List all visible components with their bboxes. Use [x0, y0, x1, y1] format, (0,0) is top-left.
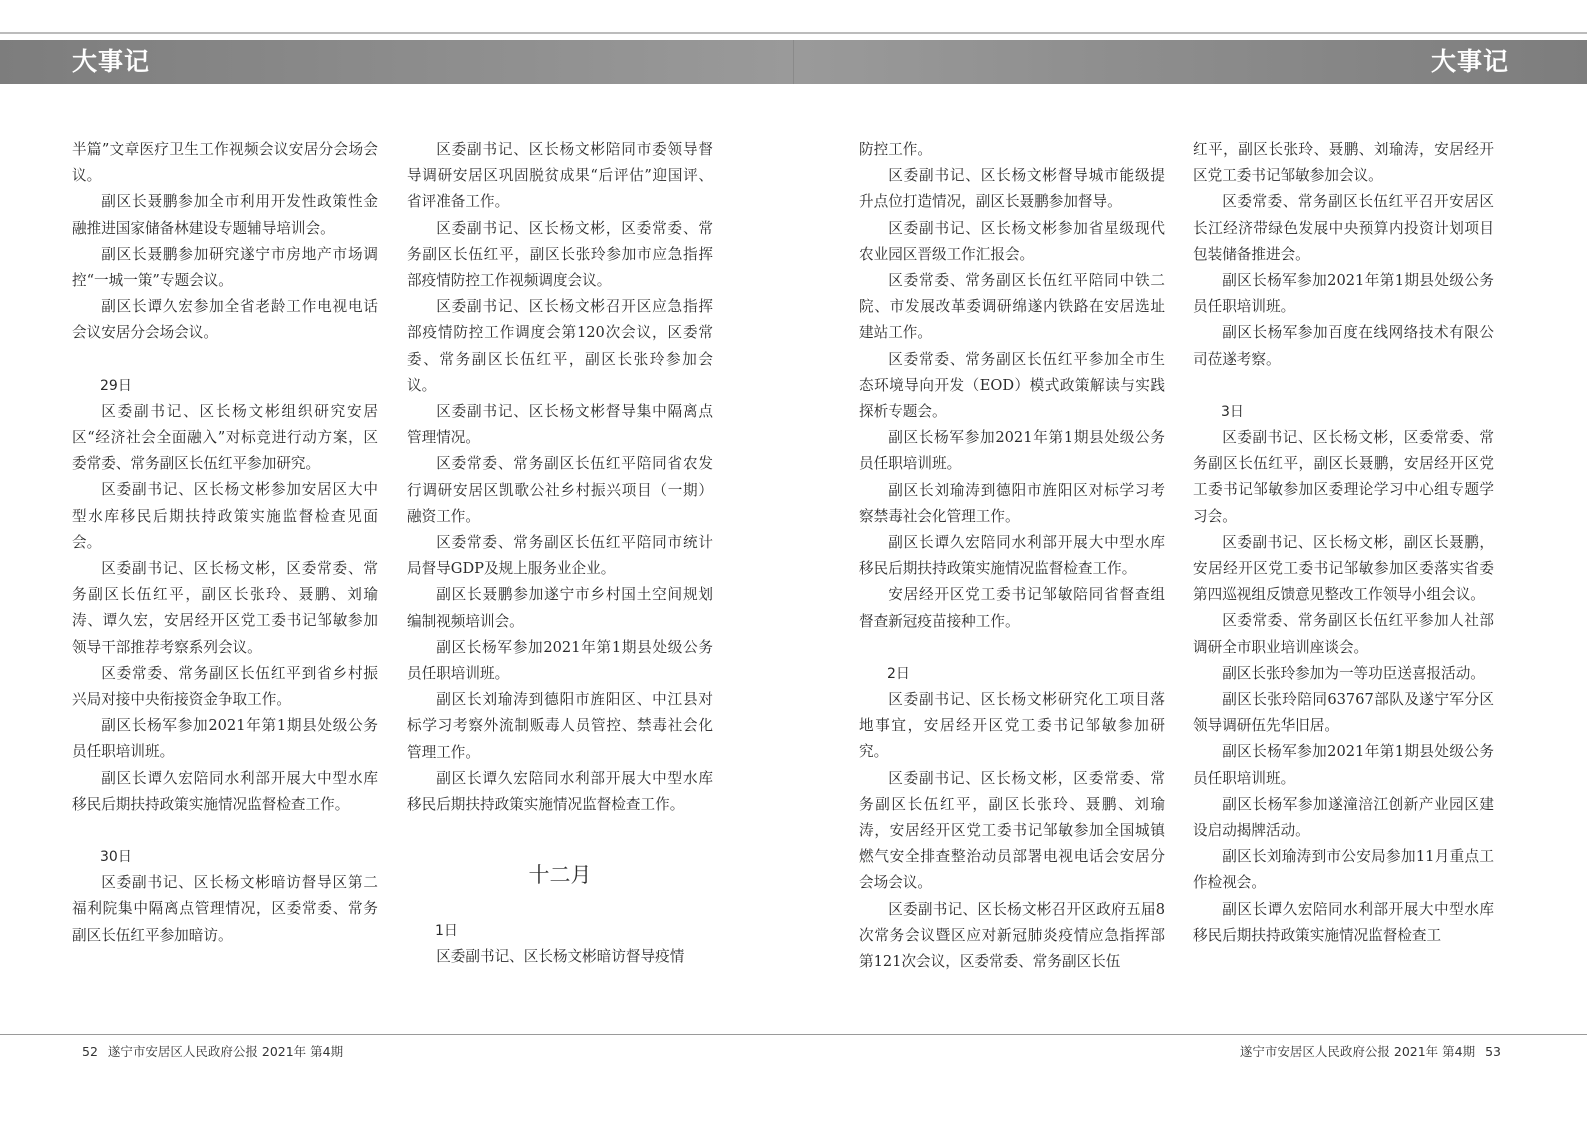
event-paragraph: 副区长谭久宏陪同水利部开展大中型水库移民后期扶持政策实施情况监督检查工作。 [72, 769, 378, 813]
page-number-left: 52 [82, 1044, 98, 1059]
event-paragraph: 区委副书记、区长杨文彬陪同市委领导督导调研安居区巩固脱贫成果“后评估”迎国评、省评准备工作。 [407, 141, 713, 211]
date-heading: 29日 [100, 377, 132, 394]
footer-right [1240, 1042, 1507, 1060]
event-paragraph: 区委副书记、区长杨文彬，副区长聂鹏，安居经开区党工委书记邹敏参加区委落实省委第四巡视组反馈意见整改工作领导小组会议。 [1193, 533, 1494, 604]
event-paragraph: 副区长谭久宏陪同水利部开展大中型水库移民后期扶持政策实施情况监督检查工作。 [859, 534, 1165, 578]
page-number-right: 53 [1485, 1044, 1501, 1059]
event-paragraph: 副区长杨军参加2021年第1期县处级公务员任职培训班。 [1193, 272, 1494, 316]
event-paragraph: 区委副书记、区长杨文彬暗访督导疫情 [436, 948, 685, 966]
footer-left [76, 1042, 343, 1060]
section-title-right: 大事记 [1430, 47, 1509, 76]
event-paragraph: 区委副书记、区长杨文彬召开区应急指挥部疫情防控工作调度会第120次会议，区委常委、常务副区长伍红平，副区长张玲参加会议。 [407, 298, 713, 394]
event-paragraph: 区委常委、常务副区长伍红平参加全市生态环境导向开发（EOD）模式政策解读与实践探析专题会。 [859, 350, 1165, 421]
event-paragraph: 区委常委、常务副区长伍红平召开安居区长江经济带绿色发展中央预算内投资计划项目包装储备推进会。 [1193, 193, 1494, 263]
event-paragraph: 副区长谭久宏陪同水利部开展大中型水库移民后期扶持政策实施情况监督检查工 [1193, 900, 1494, 944]
text-column-4 [1193, 137, 1494, 949]
event-paragraph: 区委副书记、区长杨文彬参加省星级现代农业园区晋级工作汇报会。 [859, 219, 1165, 263]
event-paragraph: 副区长聂鹏参加研究遂宁市房地产市场调控“一城一策”专题会议。 [72, 245, 378, 290]
event-paragraph: 区委副书记、区长杨文彬督导城市能级提升点位打造情况，副区长聂鹏参加督导。 [859, 167, 1165, 211]
event-paragraph: 副区长刘瑜涛到德阳市旌阳区对标学习考察禁毒社会化管理工作。 [859, 481, 1165, 525]
event-paragraph: 副区长杨军参加2021年第1期县处级公务员任职培训班。 [1193, 743, 1494, 787]
publication-info-left: 遂宁市安居区人民政府公报 2021年 第4期 [107, 1044, 344, 1059]
date-heading: 2日 [887, 665, 910, 682]
event-paragraph: 安居经开区党工委书记邹敏陪同省督查组督查新冠疫苗接种工作。 [859, 586, 1165, 630]
event-paragraph: 副区长张玲陪同63767部队及遂宁军分区领导调研伍先华旧居。 [1193, 691, 1494, 735]
continued-paragraph: 防控工作。 [859, 141, 932, 158]
event-paragraph: 区委副书记、区长杨文彬研究化工项目落地事宜，安居经开区党工委书记邹敏参加研究。 [859, 691, 1165, 761]
event-paragraph: 区委副书记、区长杨文彬，区委常委、常务副区长伍红平，副区长张玲、聂鹏、刘瑜涛，安居经开区党工委书记邹敏参加全国城镇燃气安全排查整治动员部署电视电话会安居分会场会议。 [859, 769, 1165, 892]
bottom-rule [0, 1034, 1587, 1035]
event-paragraph: 区委常委、常务副区长伍红平参加人社部调研全市职业培训座谈会。 [1193, 612, 1494, 656]
event-paragraph: 区委副书记、区长杨文彬，区委常委、常务副区长伍红平，副区长聂鹏，安居经开区党工委书记邹敏参加区委理论学习中心组专题学习会。 [1193, 429, 1494, 525]
event-paragraph: 副区长谭久宏陪同水利部开展大中型水库移民后期扶持政策实施情况监督检查工作。 [407, 769, 713, 814]
text-column-2 [407, 137, 713, 971]
event-paragraph: 副区长杨军参加遂潼涪江创新产业园区建设启动揭牌活动。 [1193, 795, 1494, 840]
header-band [0, 40, 1587, 84]
event-paragraph: 区委副书记、区长杨文彬召开区政府五届8次常务会议暨区应对新冠肺炎疫情应急指挥部第121次会议，区委常委、常务副区长伍 [859, 900, 1165, 971]
event-paragraph: 副区长聂鹏参加全市利用开发性政策性金融推进国家储备林建设专题辅导培训会。 [72, 193, 378, 237]
event-paragraph: 区委常委、常务副区长伍红平陪同省农发行调研安居区凯歌公社乡村振兴项目（一期）融资工作。 [407, 455, 713, 525]
section-title-left: 大事记 [72, 47, 151, 76]
event-paragraph: 副区长刘瑜涛到德阳市旌阳区、中江县对标学习考察外流制贩毒人员管控、禁毒社会化管理工作。 [407, 691, 713, 761]
event-paragraph: 区委副书记、区长杨文彬暗访督导区第二福利院集中隔离点管理情况，区委常委、常务副区长伍红平参加暗访。 [72, 874, 378, 944]
event-paragraph: 副区长杨军参加百度在线网络技术有限公司莅遂考察。 [1193, 324, 1494, 368]
text-column-1 [72, 137, 378, 949]
top-rule [0, 32, 1587, 34]
event-paragraph: 副区长杨军参加2021年第1期县处级公务员任职培训班。 [407, 638, 713, 683]
date-heading: 3日 [1221, 403, 1244, 420]
event-paragraph: 区委常委、常务副区长伍红平陪同中铁二院、市发展改革委调研绵遂内铁路在安居选址建站工作。 [859, 272, 1165, 342]
continued-paragraph: 半篇”文章医疗卫生工作视频会议安居分会场会议。 [72, 141, 378, 185]
event-paragraph: 副区长杨军参加2021年第1期县处级公务员任职培训班。 [72, 717, 378, 761]
event-paragraph: 副区长谭久宏参加全省老龄工作电视电话会议安居分会场会议。 [72, 298, 378, 342]
month-heading: 十二月 [528, 863, 592, 888]
event-paragraph: 区委副书记、区长杨文彬组织研究安居区“经济社会全面融入”对标竞进行动方案，区委常委、常务副区长伍红平参加研究。 [72, 402, 378, 473]
event-paragraph: 副区长聂鹏参加遂宁市乡村国土空间规划编制视频培训会。 [407, 586, 713, 630]
publication-info-right: 遂宁市安居区人民政府公报 2021年 第4期 [1239, 1044, 1476, 1059]
event-paragraph: 区委副书记、区长杨文彬，区委常委、常务副区长伍红平，副区长张玲、聂鹏、刘瑜涛、谭久宏，安居经开区党工委书记邹敏参加领导干部推荐考察系列会议。 [72, 560, 378, 656]
date-heading: 30日 [100, 849, 132, 866]
event-paragraph: 副区长杨军参加2021年第1期县处级公务员任职培训班。 [859, 429, 1165, 473]
event-paragraph: 区委常委、常务副区长伍红平到省乡村振兴局对接中央衔接资金争取工作。 [72, 664, 378, 709]
event-paragraph: 区委副书记、区长杨文彬，区委常委、常务副区长伍红平，副区长张玲参加市应急指挥部疫情防控工作视频调度会议。 [407, 219, 713, 290]
event-paragraph: 副区长刘瑜涛到市公安局参加11月重点工作检视会。 [1193, 848, 1494, 892]
date-heading: 1日 [435, 923, 458, 940]
text-column-3 [859, 137, 1165, 975]
event-paragraph: 区委常委、常务副区长伍红平陪同市统计局督导GDP及规上服务业企业。 [407, 534, 713, 578]
event-paragraph: 副区长张玲参加为一等功臣送喜报活动。 [1222, 664, 1485, 682]
event-paragraph: 区委副书记、区长杨文彬督导集中隔离点管理情况。 [407, 403, 713, 447]
continued-paragraph: 红平，副区长张玲、聂鹏、刘瑜涛，安居经开区党工委书记邹敏参加会议。 [1193, 141, 1494, 185]
event-paragraph: 区委副书记、区长杨文彬参加安居区大中型水库移民后期扶持政策实施监督检查见面会。 [72, 481, 378, 551]
